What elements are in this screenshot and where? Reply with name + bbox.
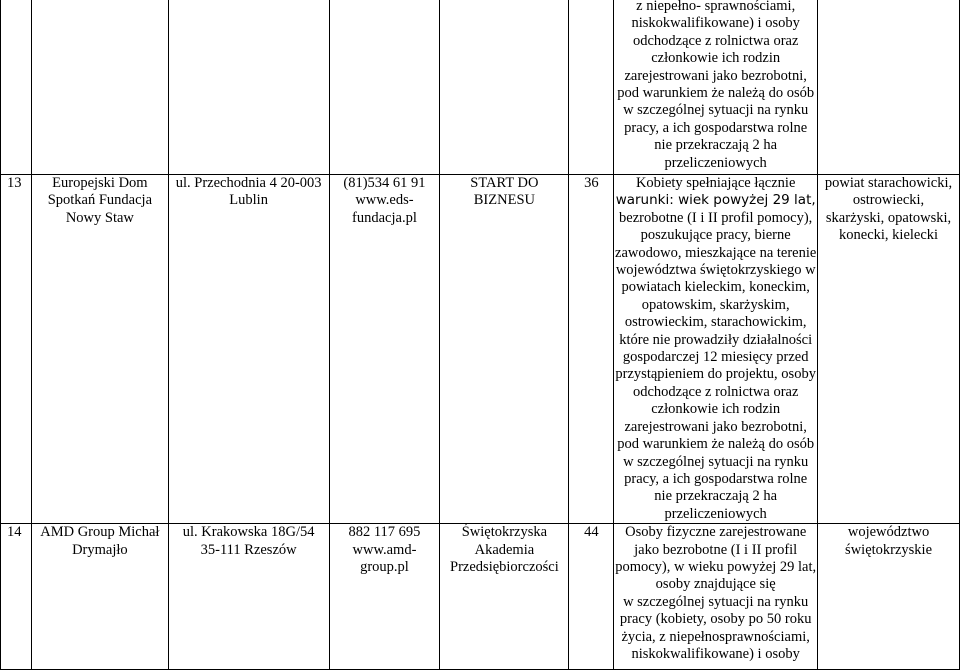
target-group-line: w szczególnej sytuacji na rynku — [623, 593, 809, 610]
target-group-line: przystąpieniem do projektu, osoby — [615, 366, 816, 383]
participants-count-cell: 36 — [569, 175, 614, 524]
target-group-cell — [614, 524, 818, 670]
organization-cell: AMD Group Michał Drymajło — [31, 524, 168, 670]
target-group-line: zawodowo, mieszkające na terenie — [615, 244, 817, 261]
target-group-line: członkowie ich rodzin — [651, 50, 781, 67]
target-group-line: pracy, a ich gospodarstwa rolne — [624, 119, 808, 136]
target-group-line: nie przekraczają 2 ha — [654, 488, 778, 505]
target-group-line: pomocy), w wieku powyżej 29 lat, — [615, 558, 817, 575]
row-number-cell: 14 — [1, 524, 32, 670]
target-group-line: gospodarczej 12 miesięcy przed — [622, 349, 809, 366]
area-cell — [818, 0, 960, 175]
project-cell: START DO BIZNESU — [440, 175, 569, 524]
target-group-line: odchodzące z rolnictwa oraz — [632, 32, 799, 49]
target-group-line: pracy (kobiety, osoby po 50 roku — [619, 611, 812, 628]
target-group-line: pod warunkiem że należą do osób — [617, 436, 815, 453]
contact-cell: (81)534 61 91 www.eds-fundacja.pl — [329, 175, 440, 524]
target-group-line: Osoby fizyczne zarejestrowane — [625, 524, 807, 541]
target-group-line: niskokwalifikowane) i osoby — [631, 15, 800, 32]
target-group-line: nie przekraczają 2 ha — [654, 137, 778, 154]
project-cell: Świętokrzyska Akademia Przedsiębiorczości — [440, 524, 569, 670]
target-group-line: osoby znajdujące się — [655, 576, 776, 593]
target-group-line: w szczególnej sytuacji na rynku — [623, 453, 809, 470]
target-group-cell — [614, 175, 818, 524]
project-cell — [440, 0, 569, 175]
address-cell: ul. Krakowska 18G/54 35-111 Rzeszów — [168, 524, 329, 670]
row-number-cell: 13 — [1, 175, 32, 524]
table-row — [1, 524, 960, 670]
organization-cell: Europejski Dom Spotkań Fundacja Nowy Staw — [31, 175, 168, 524]
target-group-line: warunki: wiek powyżej 29 lat, — [615, 192, 816, 209]
target-group-line: Kobiety spełniające łącznie — [635, 175, 796, 191]
contact-cell — [329, 0, 440, 175]
target-group-line: opatowskim, skarżyskim, — [641, 296, 790, 313]
address-cell: ul. Przechodnia 4 20-003 Lublin — [168, 175, 329, 524]
participants-count-cell — [569, 0, 614, 175]
target-group-cell — [614, 0, 818, 175]
target-group-line: przeliczeniowych — [664, 505, 767, 522]
target-group-line: pod warunkiem że należą do osób — [617, 85, 815, 102]
target-group-line: pracy, a ich gospodarstwa rolne — [624, 470, 808, 487]
target-group-line: z niepełno- sprawnościami, — [636, 0, 796, 14]
target-group-line: niskokwalifikowane) i osoby — [631, 645, 800, 662]
target-group-line: w szczególnej sytuacji na rynku — [623, 102, 809, 119]
target-group-line: przeliczeniowych — [664, 154, 767, 171]
target-group-line: zarejestrowani jako bezrobotni, — [624, 418, 807, 435]
target-group-line: powiatach kieleckim, koneckim, — [621, 279, 810, 296]
table-row — [1, 0, 960, 175]
table-row — [1, 175, 960, 524]
target-group-line: ostrowieckim, starachowickim, — [624, 314, 807, 331]
area-cell: województwo świętokrzyskie — [818, 524, 960, 670]
target-group-line: członkowie ich rodzin — [651, 401, 781, 418]
area-cell: powiat starachowicki, ostrowiecki, skarżyski, opatowski, konecki, kielecki — [818, 175, 960, 524]
target-group-line: województwa świętokrzyskiego w — [615, 262, 816, 279]
target-group-line: zarejestrowani jako bezrobotni, — [624, 67, 807, 84]
target-group-line: które nie prowadziły działalności — [619, 331, 813, 348]
target-group-line: odchodzące z rolnictwa oraz — [632, 383, 799, 400]
organization-cell — [31, 0, 168, 175]
address-cell — [168, 0, 329, 175]
target-group-line: jako bezrobotne (I i II profil — [634, 541, 798, 558]
target-group-line: poszukujące pracy, bierne — [640, 227, 791, 244]
target-group-line: życia, z niepełnosprawnościami, — [621, 628, 810, 645]
target-group-line: bezrobotne (I i II profil pomocy), — [619, 209, 813, 226]
row-number-cell — [1, 0, 32, 175]
participants-count-cell: 44 — [569, 524, 614, 670]
contact-cell: 882 117 695 www.amd-group.pl — [329, 524, 440, 670]
